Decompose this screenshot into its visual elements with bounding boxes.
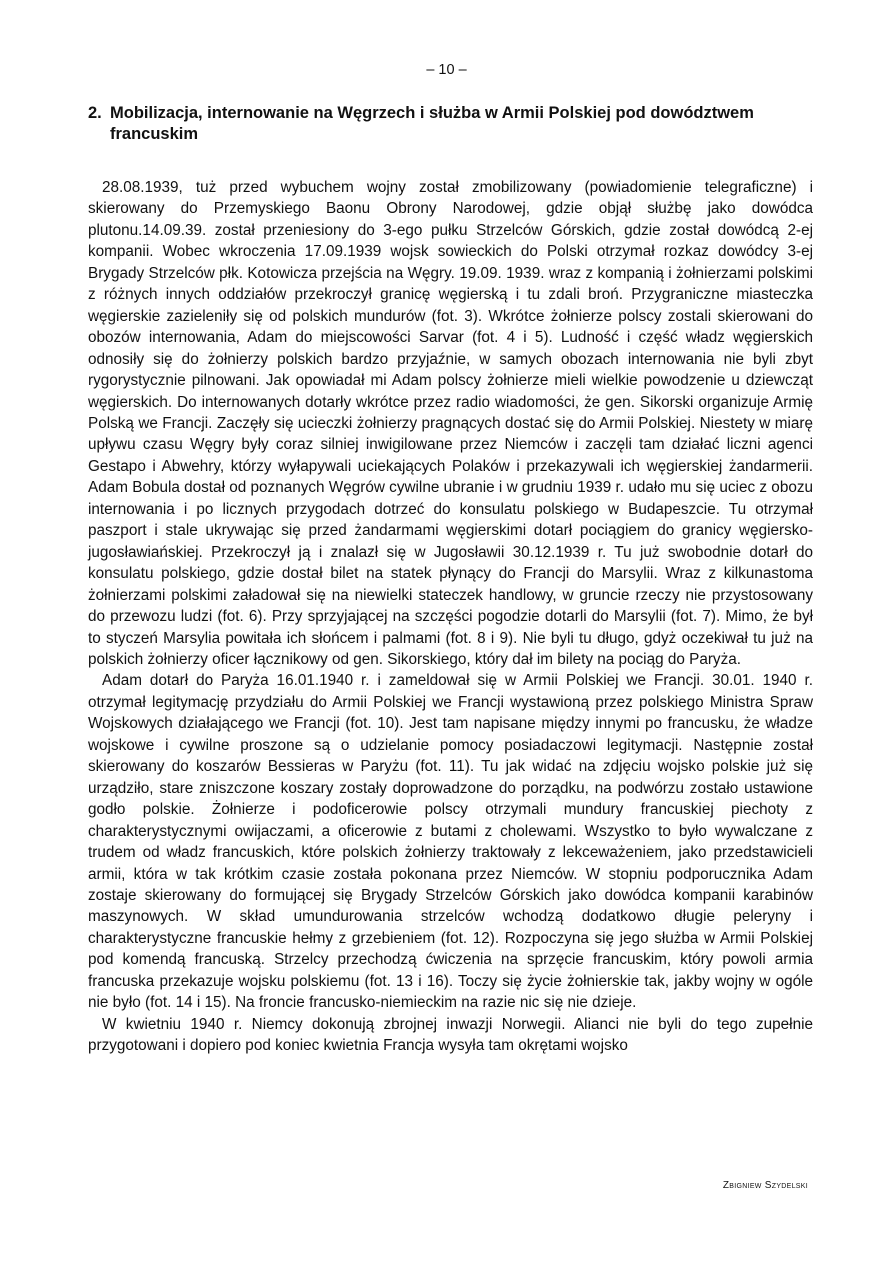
chapter-heading bbox=[88, 103, 813, 145]
chapter-number: 2. bbox=[88, 104, 102, 122]
page-number: – 10 – bbox=[426, 62, 467, 78]
paragraph-3: W kwietniu 1940 r. Niemcy dokonują zbrojnej inwazji Norwegii. Alianci nie byli do tego zupełnie przygotowani i dopiero pod koniec kwietnia Francja wysyła tam okrętami wojsko bbox=[88, 1015, 813, 1055]
author-name: Zbigniew Szydelski bbox=[722, 1180, 808, 1191]
paragraph-1: 28.08.1939, tuż przed wybuchem wojny został zmobilizowany (powiadomienie telegraficzne) i skierowany do Przemyskiego Baonu Obrony Narodowej, gdzie objął służbę jako dowódca plutonu.14.09.39. został przeniesiony do 3-ego pułku Strzelców Górskich, gdzie został dowódcą 2-ej kompanii. Wobec wkroczenia 17.09.1939 wojsk sowieckich do Polski otrzymał rozkaz dowódcy 3-ej Brygady Strzelców płk. Kotowicza przejścia na Węgry. 19.09. 1939. wraz z kompanią i żołnierzami polskimi z różnych innych oddziałów przekroczył granicę węgierską i tu zdali broń. Przygraniczne miasteczka węgierskie zazieleniły się od polskich mundurów (fot. 3). Wkrótce żołnierze polscy zostali skierowani do obozów internowania, Adam do miejscowości Sarvar (fot. 4 i 5). Ludność i część władz węgierskich odnosiły się do żołnierzy polskich bardzo przyjaźnie, w samych obozach internowania nie byli zbyt rygorystycznie pilnowani. Jak opowiadał mi Adam polscy żołnierze mieli wielkie powodzenie u dziewcząt węgierskich. Do internowanych dotarły wkrótce przez radio wiadomości, że gen. Sikorski organizuje Armię Polską we Francji. Zaczęły się ucieczki żołnierzy pragnących dostać się do Armii Polskiej. Niestety w miarę upływu czasu Węgry były coraz silniej inwigilowane przez Niemców i zaczęli tam działać liczni agenci Gestapo i Abwehry, którzy wyłapywali uciekających Polaków i przekazywali ich węgierskiej żandarmerii. Adam Bobula dostał od poznanych Węgrów cywilne ubranie i w grudniu 1939 r. udało mu się uciec z obozu internowania i po licznych przygodach dotrzeć do konsulatu polskiego w Budapeszcie. Tu otrzymał paszport i stale ukrywając się przed żandarmami węgierskimi dotarł pociągiem do granicy węgiersko-jugosławiańskiej. Przekroczył ją i znalazł się w Jugosławii 30.12.1939 r. Tu już swobodnie dotarł do konsulatu polskiego, gdzie dostał bilet na statek płynący do Francji do Marsylii. Wraz z kilkunastoma żołnierzami polskimi załadował się na niewielki stateczek handlowy, w gruncie rzeczy nie przystosowany do przewozu ludzi (fot. 6). Przy sprzyjającej na szczęści pogodzie dotarli do Marsylii (fot. 7). Mimo, że był to styczeń Marsylia powitała ich słońcem i palmami (fot. 8 i 9). Nie byli tu długo, gdyż oczekiwał tu już na polskich żołnierzy oficer łącznikowy od gen. Sikorskiego, który dał im bilety na pociąg do Paryża. bbox=[88, 179, 813, 668]
body-text bbox=[88, 177, 813, 1057]
chapter-title: Mobilizacja, internowanie na Węgrzech i służba w Armii Polskiej pod dowództwem francuskim bbox=[110, 104, 754, 143]
paragraph-2: Adam dotarł do Paryża 16.01.1940 r. i zameldował się w Armii Polskiej we Francji. 30.01. 1940 r. otrzymał legitymację przydziału do Armii Polskiej we Francji wystawioną przez polskiego Ministra Spraw Wojskowych działającego we Francji (fot. 10). Jest tam napisane między innymi po francusku, że władze wojskowe i cywilne proszone są o udzielanie pomocy posiadaczowi legitymacji. Następnie został skierowany do koszarów Bessieras w Paryżu (fot. 11). Tu jak widać na zdjęciu wojsko polskie już się urządziło, stare zniszczone koszary zostały doprowadzone do porządku, na podwórzu zostało ustawione godło polskie. Żołnierze i podoficerowie polscy otrzymali mundury francuskiej piechoty z charakterystycznymi owijaczami, a oficerowie z butami z cholewami. Wszystko to było wywalczane z trudem od władz francuskich, które polskich żołnierzy traktowały z lekceważeniem, jako przedstawicieli armii, która w tak krótkim czasie została pokonana przez Niemców. W stopniu podporucznika Adam zostaje skierowany do formującej się Brygady Strzelców Górskich jako dowódca kompanii karabinów maszynowych. W skład umundurowania strzelców wchodzą dodatkowo długie peleryny i charakterystyczne francuskie hełmy z grzebieniem (fot. 12). Rozpoczyna się jego służba w Armii Polskiej pod komendą francuską. Strzelcy przechodzą ćwiczenia na sprzęcie francuskim, który powoli armia francuska przekazuje wojsku polskiemu (fot. 13 i 16). Toczy się życie żołnierskie tak, jakby wojny w ogóle nie było (fot. 14 i 15). Na froncie francusko-niemieckim na razie nic się nie dzieje. bbox=[88, 672, 813, 1012]
